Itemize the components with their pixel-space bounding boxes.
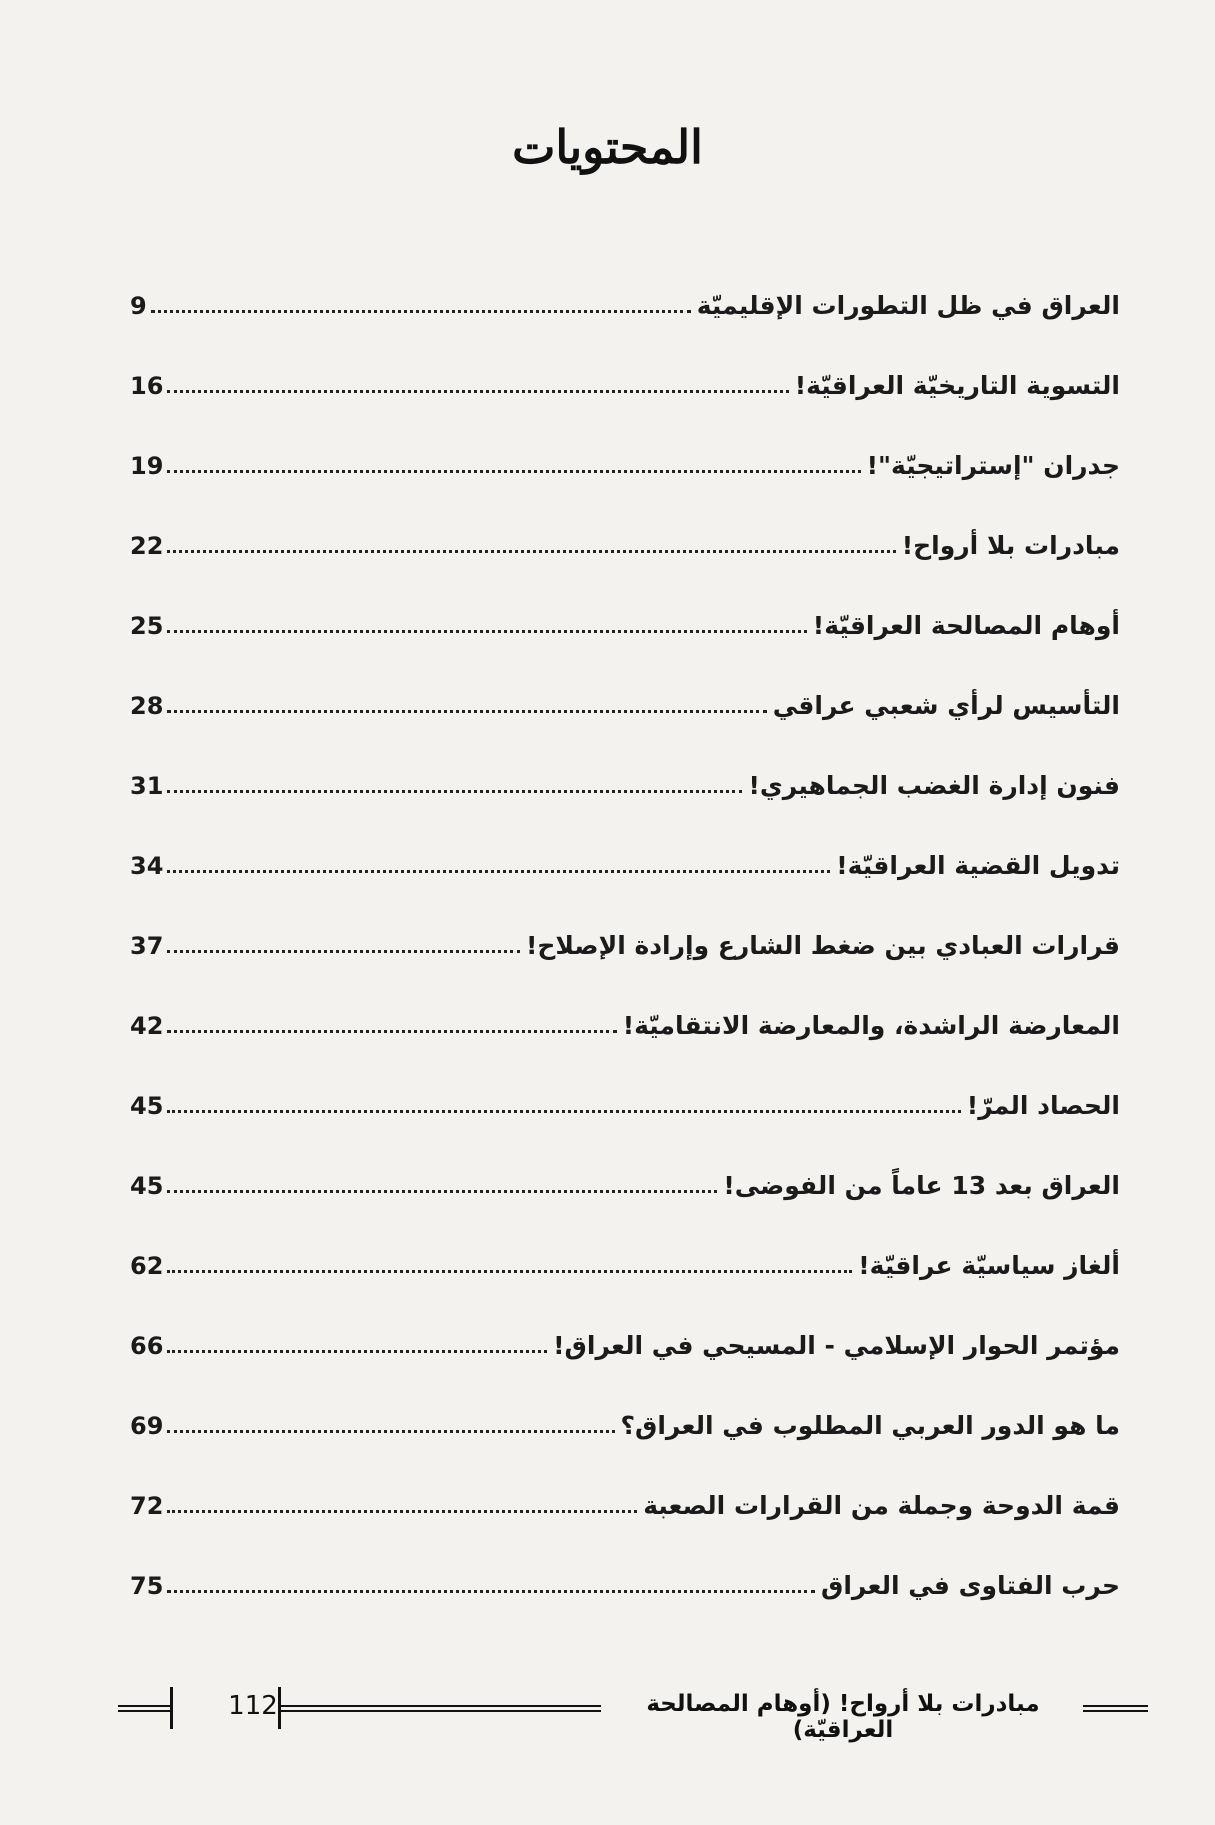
toc-entry [130, 1040, 1120, 1120]
toc-entry-title: التأسيس لرأي شعبي عراقي [772, 691, 1120, 720]
toc-entry [130, 400, 1120, 480]
footer-rule-middle [281, 1705, 601, 1712]
toc-entry-page: 22 [130, 532, 164, 560]
toc-entry-title: فنون إدارة الغضب الجماهيري! [748, 771, 1120, 800]
toc-entry [130, 800, 1120, 880]
footer-rule-right [1083, 1705, 1148, 1712]
toc-entry [130, 560, 1120, 640]
toc-entry-page: 72 [130, 1492, 164, 1520]
toc-entry-title: جدران "إستراتيجيّة"! [866, 451, 1120, 480]
toc-dot-leader [167, 790, 742, 793]
toc-entry-title: قرارات العبادي بين ضغط الشارع وإرادة الإصلاح! [526, 931, 1120, 960]
table-of-contents [130, 240, 1120, 1600]
toc-dot-leader [167, 950, 520, 953]
toc-dot-leader [167, 470, 860, 473]
toc-entry-title: المعارضة الراشدة، والمعارضة الانتقاميّة! [622, 1011, 1120, 1040]
toc-entry-page: 45 [130, 1172, 164, 1200]
toc-entry [130, 480, 1120, 560]
toc-dot-leader [167, 1110, 960, 1113]
toc-entry-title: العراق بعد 13 عاماً من الفوضى! [723, 1171, 1120, 1200]
toc-dot-leader [151, 310, 691, 313]
toc-entry-page: 19 [130, 452, 164, 480]
toc-entry-page: 66 [130, 1332, 164, 1360]
toc-entry [130, 1520, 1120, 1600]
toc-entry-page: 28 [130, 692, 164, 720]
toc-entry-title: أوهام المصالحة العراقيّة! [812, 611, 1120, 640]
toc-dot-leader [167, 1430, 614, 1433]
toc-dot-leader [167, 870, 830, 873]
toc-dot-leader [167, 1030, 616, 1033]
footer-divider [170, 1687, 173, 1729]
toc-entry [130, 1280, 1120, 1360]
toc-entry [130, 1200, 1120, 1280]
toc-dot-leader [167, 1350, 547, 1353]
toc-entry-title: مؤتمر الحوار الإسلامي - المسيحي في العراق! [553, 1331, 1120, 1360]
toc-dot-leader [167, 1270, 852, 1273]
toc-entry-page: 69 [130, 1412, 164, 1440]
toc-entry-page: 31 [130, 772, 164, 800]
toc-dot-leader [167, 630, 806, 633]
toc-entry-page: 16 [130, 372, 164, 400]
toc-dot-leader [167, 1190, 717, 1193]
page-title: المحتويات [512, 120, 703, 174]
toc-entry [130, 1120, 1120, 1200]
toc-entry-title: حرب الفتاوى في العراق [821, 1571, 1120, 1600]
toc-entry-page: 34 [130, 852, 164, 880]
toc-entry-page: 62 [130, 1252, 164, 1280]
toc-entry-page: 25 [130, 612, 164, 640]
toc-entry-title: التسوية التاريخيّة العراقيّة! [794, 371, 1120, 400]
toc-entry-page: 42 [130, 1012, 164, 1040]
footer-page-number: 112 [228, 1691, 278, 1721]
toc-entry [130, 1360, 1120, 1440]
footer-rule-left [118, 1705, 170, 1712]
toc-entry [130, 880, 1120, 960]
toc-entry-page: 75 [130, 1572, 164, 1600]
toc-entry-title: تدويل القضية العراقيّة! [836, 851, 1120, 880]
toc-dot-leader [167, 1590, 815, 1593]
toc-dot-leader [167, 550, 895, 553]
toc-entry-title: قمة الدوحة وجملة من القرارات الصعبة [643, 1491, 1120, 1520]
page-footer [118, 1687, 1148, 1743]
toc-entry [130, 1440, 1120, 1520]
toc-dot-leader [167, 390, 788, 393]
toc-entry-page: 45 [130, 1092, 164, 1120]
toc-entry-title: العراق في ظل التطورات الإقليميّة [696, 291, 1120, 320]
toc-entry [130, 320, 1120, 400]
toc-dot-leader [167, 710, 766, 713]
toc-entry-title: الحصاد المرّ! [966, 1091, 1120, 1120]
toc-entry [130, 720, 1120, 800]
toc-entry-title: ألغاز سياسيّة عراقيّة! [858, 1251, 1120, 1280]
toc-entry [130, 240, 1120, 320]
toc-entry-page: 9 [130, 292, 147, 320]
toc-entry [130, 640, 1120, 720]
footer-book-title: مبادرات بلا أرواح! (أوهام المصالحة العراقيّة) [646, 1691, 1040, 1743]
toc-dot-leader [167, 1510, 637, 1513]
toc-entry-page: 37 [130, 932, 164, 960]
toc-entry-title: مبادرات بلا أرواح! [901, 531, 1120, 560]
toc-entry-title: ما هو الدور العربي المطلوب في العراق؟ [620, 1411, 1120, 1440]
toc-entry [130, 960, 1120, 1040]
